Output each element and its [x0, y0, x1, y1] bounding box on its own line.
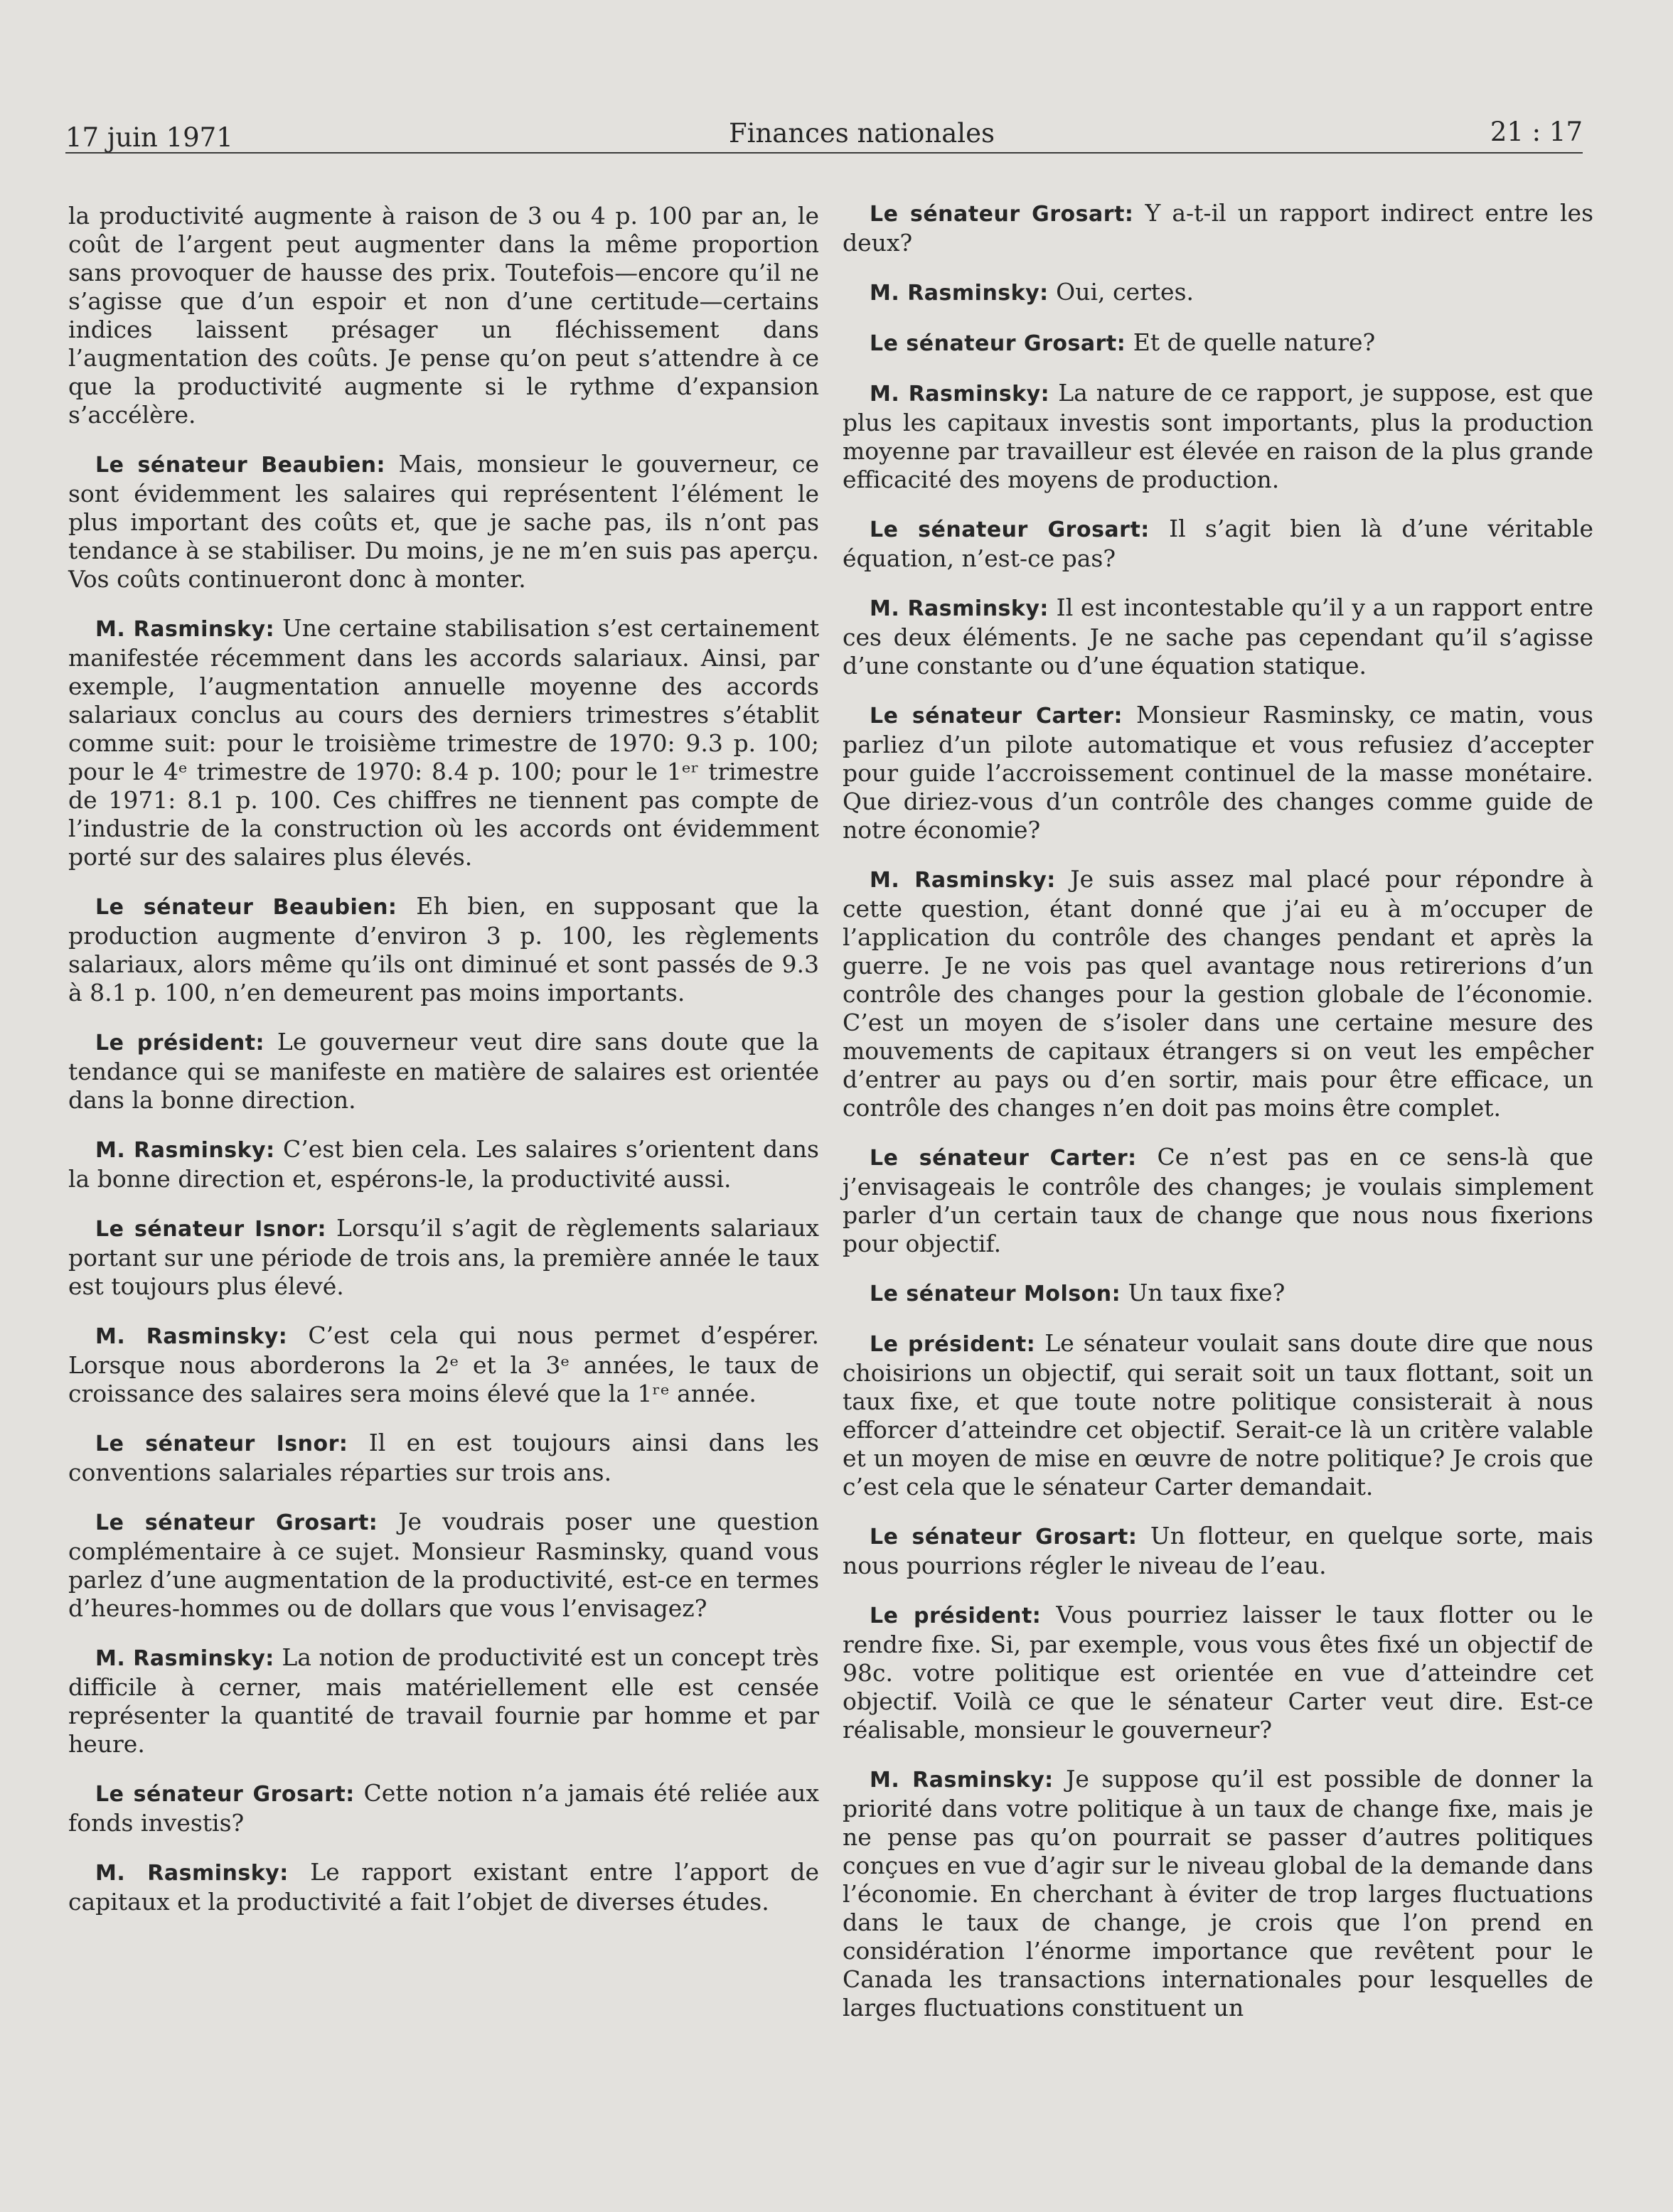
paragraph-text: Je voudrais poser une question complémentaire à ce sujet. Monsieur Rasminsky, quand vous parlez d’une augmentation de la productivité, est-ce en termes d’heures-hommes ou de dollars que vous l’envisagez? [68, 1508, 819, 1622]
paragraph [843, 1765, 1593, 2022]
paragraph-text: C’est cela qui nous permet d’espérer. Lorsque nous aborderons la 2ᵉ et la 3ᵉ années, le taux de croissance des salaires sera moins élevé que la 1ʳᵉ année. [68, 1321, 819, 1407]
paragraph-text: C’est bien cela. Les salaires s’orientent dans la bonne direction et, espérons-le, la productivité aussi. [68, 1135, 819, 1193]
speaker-name: Le sénateur Beaubien: [95, 453, 386, 478]
speaker-name: Le sénateur Carter: [870, 1146, 1137, 1171]
speaker-name: Le sénateur Grosart: [870, 331, 1126, 356]
speaker-name: M. Rasminsky: [95, 1861, 289, 1886]
paragraph [68, 1508, 819, 1623]
paragraph-text: Il s’agit bien là d’une véritable équation, n’est-ce pas? [843, 515, 1593, 572]
paragraph-text: Le gouverneur veut dire sans doute que la tendance qui se manifeste en matière de salaires est orientée dans la bonne direction. [68, 1028, 819, 1114]
speaker-name: Le sénateur Grosart: [870, 517, 1150, 542]
paragraph [843, 278, 1593, 308]
paragraph [843, 328, 1593, 358]
paragraph [68, 614, 819, 871]
paragraph [68, 450, 819, 594]
paragraph-text: Il est incontestable qu’il y a un rapport entre ces deux éléments. Je ne sache pas cependant qu’il s’agisse d’une constante ou d’une équation statique. [843, 594, 1593, 680]
page-number: 21 : 17 [1490, 117, 1583, 147]
paragraph-text: Y a-t-il un rapport indirect entre les deux? [843, 199, 1593, 257]
paragraph [843, 1601, 1593, 1744]
header-rule [65, 152, 1583, 154]
paragraph [843, 1329, 1593, 1501]
speaker-name: M. Rasminsky: [95, 617, 275, 642]
paragraph-text: Cette notion n’a jamais été reliée aux fonds investis? [68, 1779, 819, 1837]
speaker-name: M. Rasminsky: [870, 596, 1049, 621]
speaker-name: M. Rasminsky: [95, 1324, 288, 1349]
paragraph [843, 1279, 1593, 1309]
speaker-name: Le président: [95, 1031, 265, 1056]
speaker-name: M. Rasminsky: [95, 1138, 275, 1163]
paragraph-text: Un flotteur, en quelque sorte, mais nous pourrions régler le niveau de l’eau. [843, 1522, 1593, 1579]
header-date: 17 juin 1971 [65, 122, 233, 153]
paragraph [68, 892, 819, 1007]
paragraph [68, 1214, 819, 1301]
speaker-name: Le sénateur Grosart: [95, 1782, 355, 1807]
paragraph [843, 865, 1593, 1122]
paragraph [843, 515, 1593, 573]
left-column [68, 202, 819, 1937]
paragraph [843, 594, 1593, 680]
paragraph [68, 1028, 819, 1115]
paragraph [68, 1643, 819, 1759]
speaker-name: M. Rasminsky: [870, 281, 1049, 306]
speaker-name: M. Rasminsky: [870, 1768, 1054, 1793]
header-title: Finances nationales [728, 118, 995, 149]
paragraph-text: La nature de ce rapport, je suppose, est que plus les capitaux investis sont importants, plus la production moyenne par travailleur est élevée en raison de la plus grande efficacité des moyens de production. [843, 379, 1594, 493]
paragraph-text: Oui, certes. [1056, 278, 1194, 306]
speaker-name: Le sénateur Grosart: [870, 1525, 1138, 1550]
paragraph-text: Le rapport existant entre l’apport de capitaux et la productivité a fait l’objet de diverses études. [68, 1858, 819, 1916]
speaker-name: Le sénateur Isnor: [95, 1432, 348, 1456]
speaker-name: Le sénateur Grosart: [870, 202, 1134, 227]
paragraph [68, 1321, 819, 1408]
paragraph-text: Vous pourriez laisser le taux flotter ou le rendre fixe. Si, par exemple, vous vous êtes fixé un objectif de 98c. votre politique est orientée en vue d’atteindre cet objectif. Voilà ce que le sénateur Carter veut dire. Est-ce réalisable, monsieur le gouverneur? [843, 1601, 1593, 1744]
speaker-name: M. Rasminsky: [870, 868, 1056, 893]
speaker-name: Le sénateur Grosart: [95, 1510, 378, 1535]
paragraph-text: la productivité augmente à raison de 3 ou 4 p. 100 par an, le coût de l’argent peut augmenter dans la même proportion sans provoquer de hausse des prix. Toutefois—encore qu’il ne s’agisse que d’un espoir et non d’une certitude—certains indices laissent présager un fléchissement dans l’augmentation des coûts. Je pense qu’on peut s’attendre à ce que la productivité augmente si le rythme d’expansion s’accélère. [68, 202, 819, 429]
speaker-name: Le sénateur Isnor: [95, 1217, 326, 1242]
paragraph [68, 1135, 819, 1193]
paragraph-text: Un taux fixe? [1128, 1279, 1286, 1306]
paragraph-text: Monsieur Rasminsky, ce matin, vous parliez d’un pilote automatique et vous refusiez d’accepter pour guide l’accroissement continuel de la masse monétaire. Que diriez-vous d’un contrôle des changes comme guide de notre économie? [843, 701, 1593, 844]
paragraph-text: Mais, monsieur le gouverneur, ce sont évidemment les salaires qui représentent l’élément le plus important des coûts et, que je sache pas, ils n’ont pas tendance à se stabiliser. Du moins, je ne m’en suis pas aperçu. Vos coûts continueront donc à monter. [68, 450, 819, 593]
running-header [65, 119, 1583, 155]
paragraph-text: Et de quelle nature? [1133, 328, 1376, 356]
paragraph [843, 379, 1593, 494]
speaker-name: Le président: [870, 1332, 1036, 1357]
paragraph [843, 199, 1593, 257]
paragraph [68, 1779, 819, 1837]
paragraph-text: Je suis assez mal placé pour répondre à cette question, étant donné que j’ai eu à m’occuper de l’application du contrôle des changes pendant et après la guerre. Je ne vois pas quel avantage nous retirerions d’un contrôle des changes pour la gestion globale de l’économie. C’est un moyen de s’isoler dans une certaine mesure des mouvements de capitaux étrangers si on veut les empêcher d’entrer au pays ou d’en sortir, mais pour être efficace, un contrôle des changes n’en doit pas moins être complet. [843, 865, 1593, 1122]
paragraph [68, 1858, 819, 1916]
paragraph-text: Lorsqu’il s’agit de règlements salariaux portant sur une période de trois ans, la première année le taux est toujours plus élevé. [68, 1214, 819, 1300]
paragraph-text: Le sénateur voulait sans doute dire que nous choisirions un objectif, qui serait soit un taux flottant, soit un taux fixe, et que toute notre politique consisterait à nous efforcer d’atteindre cet objectif. Serait-ce là un critère valable et un moyen de mise en œuvre de notre politique? Je crois que c’est cela que le sénateur Carter demandait. [843, 1329, 1593, 1500]
paragraph [843, 1143, 1593, 1258]
speaker-name: Le sénateur Molson: [870, 1282, 1121, 1306]
paragraph-text: Ce n’est pas en ce sens-là que j’envisageais le contrôle des changes; je voulais simplement parler d’un certain taux de change que nous nous fixerions pour objectif. [843, 1143, 1593, 1257]
paragraph-text: Une certaine stabilisation s’est certainement manifestée récemment dans les accords salariaux. Ainsi, par exemple, l’augmentation annuelle moyenne des accords salariaux conclus au cours des derniers trimestres s’établit comme suit: pour le troisième trimestre de 1970: 9.3 p. 100; pour le 4ᵉ trimestre de 1970: 8.4 p. 100; pour le 1ᵉʳ trimestre de 1971: 8.1 p. 100. Ces chiffres ne tiennent pas compte de l’industrie de la construction où les accords ont évidemment porté sur des salaires plus élevés. [68, 614, 819, 871]
paragraph [843, 1522, 1593, 1580]
right-column [843, 199, 1593, 2043]
paragraph-text: Je suppose qu’il est possible de donner la priorité dans votre politique à un taux de change fixe, mais je ne pense pas qu’on pourrait se passer d’autres politiques conçues en vue d’agir sur le niveau global de la demande dans l’économie. En cherchant à éviter de trop larges fluctuations dans le taux de change, je crois que l’on prend en considération l’énorme importance que revêtent pour le Canada les transactions internationales pour lesquelles de larges fluctuations constituent un [843, 1765, 1594, 2022]
speaker-name: M. Rasminsky: [870, 382, 1050, 407]
paragraph [68, 1429, 819, 1487]
paragraph-text: Eh bien, en supposant que la production augmente d’environ 3 p. 100, les règlements salariaux, alors même qu’ils ont diminué et sont passés de 9.3 à 8.1 p. 100, n’en demeurent pas moins importants. [68, 892, 819, 1006]
speaker-name: Le sénateur Carter: [870, 704, 1123, 729]
paragraph [68, 202, 819, 429]
speaker-name: Le président: [870, 1604, 1042, 1628]
paragraph [843, 701, 1593, 844]
paragraph-text: La notion de productivité est un concept très difficile à cerner, mais matériellement elle est censée représenter la quantité de travail fournie par homme et par heure. [68, 1643, 819, 1758]
speaker-name: M. Rasminsky: [95, 1646, 274, 1671]
paragraph-text: Il en est toujours ainsi dans les conventions salariales réparties sur trois ans. [68, 1429, 819, 1486]
speaker-name: Le sénateur Beaubien: [95, 895, 397, 920]
